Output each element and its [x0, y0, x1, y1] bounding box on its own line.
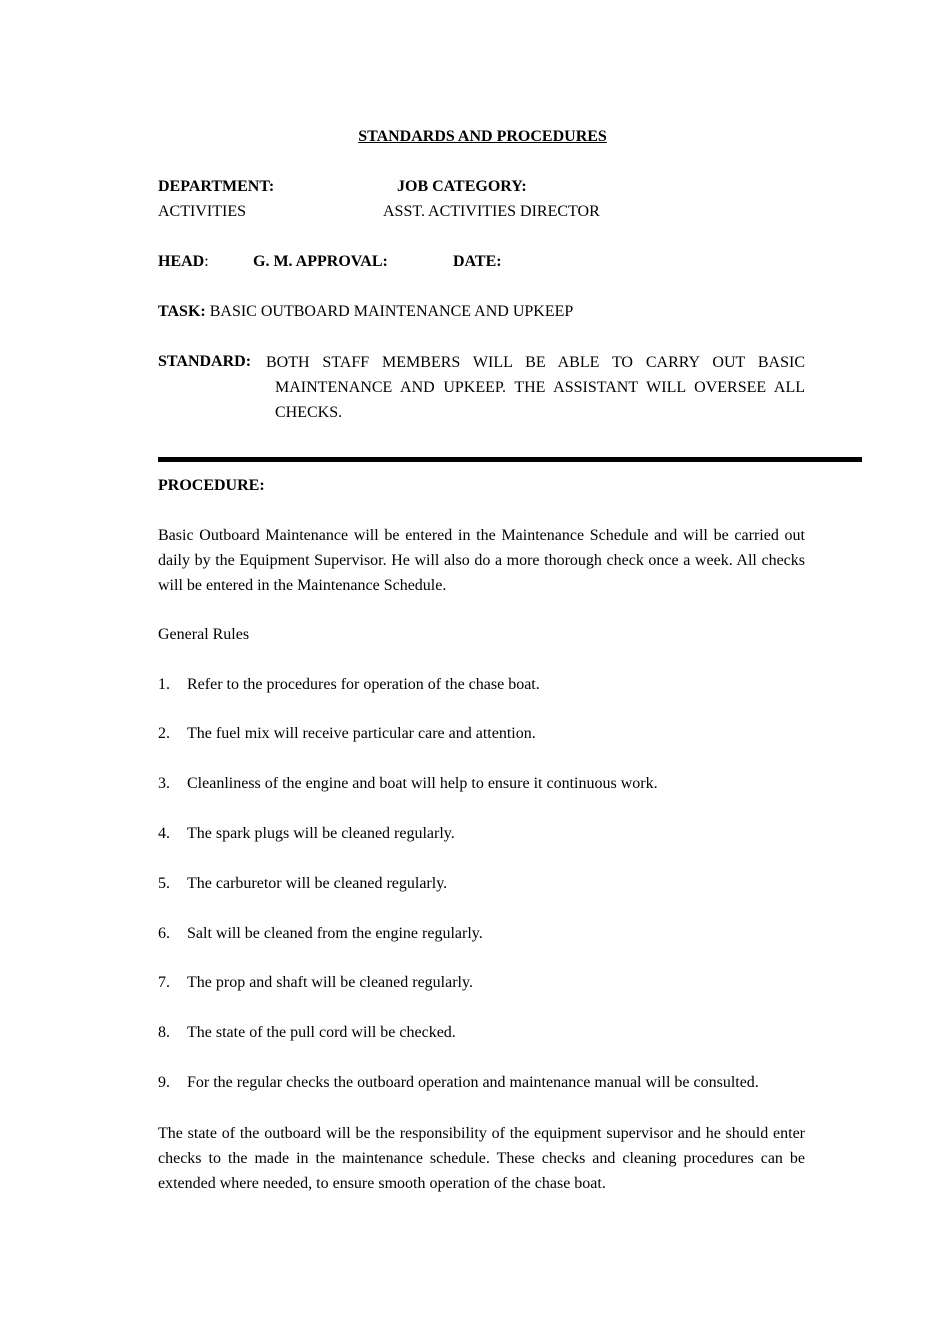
list-item: The prop and shaft will be cleaned regularly.	[187, 974, 473, 991]
list-item: The state of the pull cord will be checked.	[187, 1024, 456, 1041]
standard-label: STANDARD:	[158, 353, 252, 370]
list-item: The fuel mix will receive particular care and attention.	[187, 725, 536, 742]
list-item-number: 5.	[158, 875, 170, 892]
list-item-number: 3.	[158, 775, 170, 792]
list-item-number: 6.	[158, 925, 170, 942]
list-item-number: 2.	[158, 725, 170, 742]
procedure-intro: Basic Outboard Maintenance will be entered in the Maintenance Schedule and will be carried out daily by the Equipment Supervisor. He will also do a more thorough check once a week. All checks will be entered in the Maintenance Schedule.	[158, 527, 805, 594]
list-item-number: 9.	[158, 1074, 170, 1091]
list-item-number: 4.	[158, 825, 170, 842]
section-divider	[158, 457, 862, 462]
general-rules-heading: General Rules	[158, 626, 250, 643]
list-item-number: 1.	[158, 676, 170, 693]
head-label: HEAD	[158, 253, 205, 270]
head-field	[158, 252, 209, 272]
date-label: DATE:	[453, 253, 502, 270]
procedure-closing: The state of the outboard will be the responsibility of the equipment supervisor and he should enter checks to the made in the maintenance schedule. These checks and cleaning procedures can be extended where needed, to ensure smooth operation of the chase boat.	[158, 1125, 805, 1192]
job-category-value: ASST. ACTIVITIES DIRECTOR	[383, 203, 600, 220]
gm-approval-label: G. M. APPROVAL:	[253, 253, 388, 270]
list-item: For the regular checks the outboard operation and maintenance manual will be consulted.	[187, 1074, 759, 1091]
list-item: The carburetor will be cleaned regularly.	[187, 875, 448, 892]
list-item-number: 8.	[158, 1024, 170, 1041]
standard-text: BOTH STAFF MEMBERS WILL BE ABLE TO CARRY OUT BASIC MAINTENANCE AND UPKEEP. THE ASSISTANT WILL OVERSEE ALL CHECKS.	[266, 354, 805, 421]
procedure-heading: PROCEDURE:	[158, 477, 265, 494]
department-value: ACTIVITIES	[158, 203, 246, 220]
list-item: Cleanliness of the engine and boat will help to ensure it continuous work.	[187, 775, 658, 792]
department-label: DEPARTMENT:	[158, 178, 275, 195]
task-line	[158, 302, 573, 322]
task-label: TASK:	[158, 303, 206, 320]
list-item-number: 7.	[158, 974, 170, 991]
document-title: STANDARDS AND PROCEDURES	[358, 128, 607, 145]
head-colon: :	[204, 253, 209, 270]
job-category-label: JOB CATEGORY:	[397, 178, 527, 195]
list-item: Refer to the procedures for operation of the chase boat.	[187, 676, 540, 693]
list-item: Salt will be cleaned from the engine regularly.	[187, 925, 483, 942]
list-item: The spark plugs will be cleaned regularly.	[187, 825, 455, 842]
task-value: BASIC OUTBOARD MAINTENANCE AND UPKEEP	[209, 303, 574, 320]
